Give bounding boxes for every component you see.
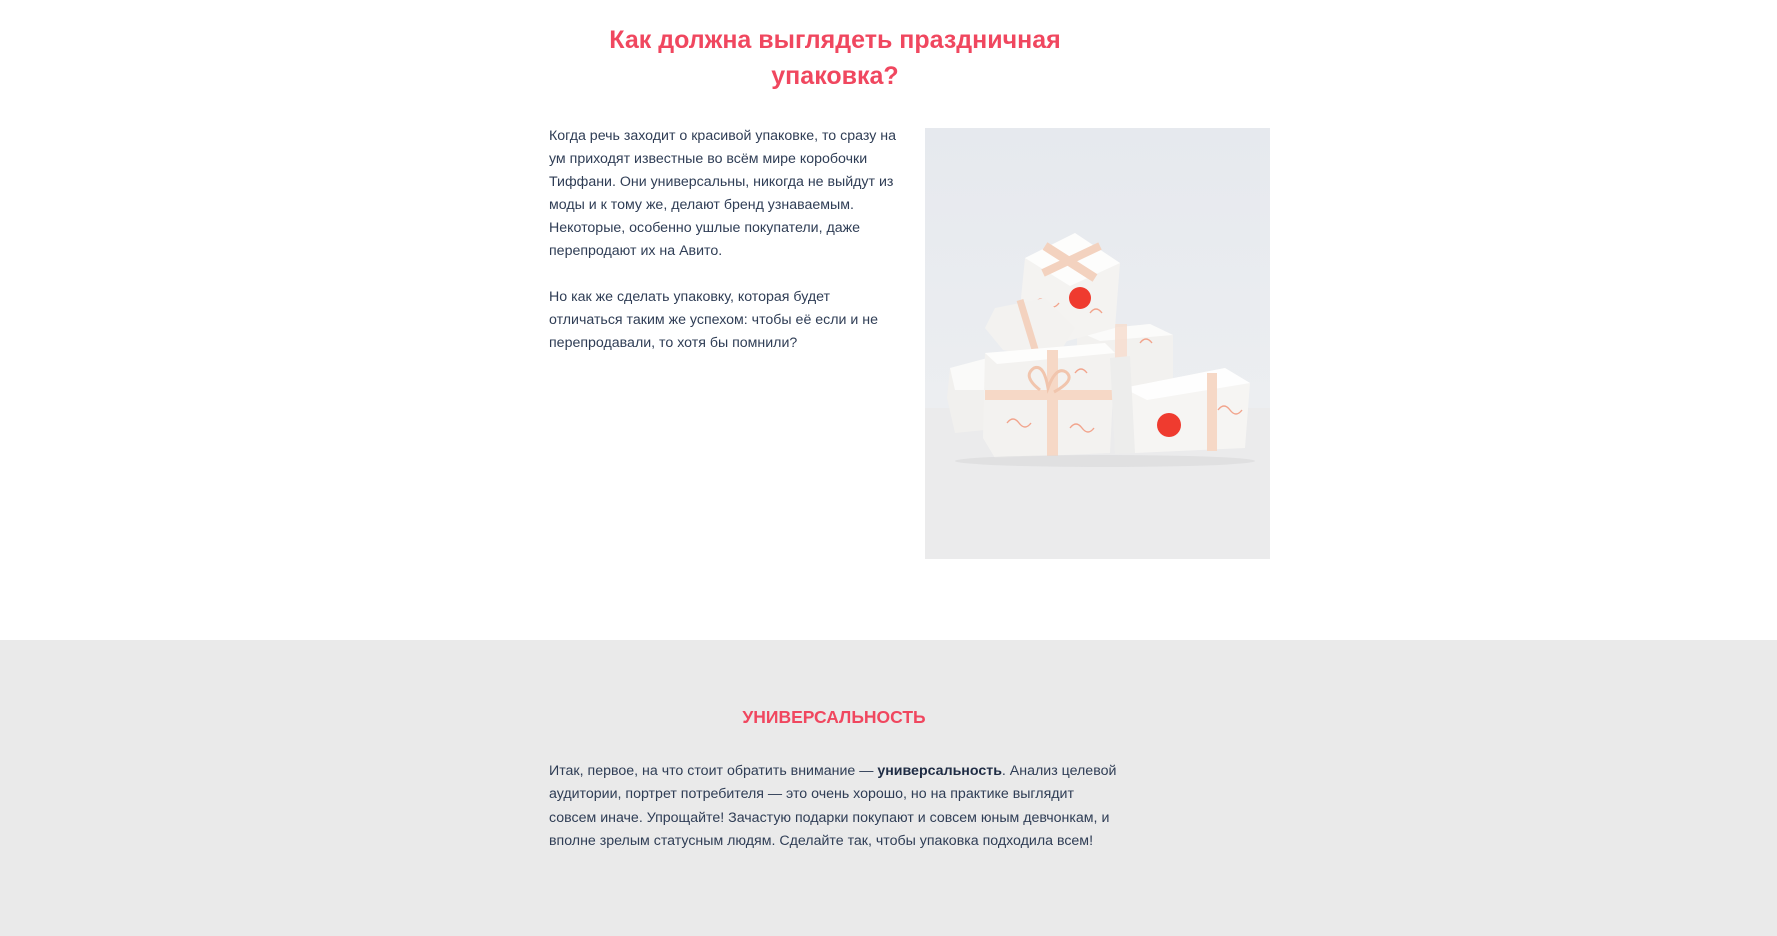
- universality-emphasis: универсальность: [877, 763, 1002, 779]
- universality-paragraph: [549, 760, 1124, 853]
- universality-text-end: . Анализ целевой аудитории, портрет потребителя — это очень хорошо, но на практике выглядит совсем иначе. Упрощайте! Зачастую подарки покупают и совсем юным девчонкам, и вполне зрелым статусным людям. Сделайте так, чтобы упаковка подходила всем!: [549, 763, 1117, 849]
- universality-section: [0, 640, 1777, 936]
- intro-paragraph-1: Когда речь заходит о красивой упаковке, то сразу на ум приходят известные во всём мире коробочки Тиффани. Они универсальны, никогда не выйдут из моды и к тому же, делают бренд узнаваемым. Некоторые, особенно ушлые покупатели, даже перепродают их на Авито.: [549, 128, 896, 259]
- gift-boxes-photo: [925, 128, 1270, 559]
- article-heading: Как должна выглядеть праздничная упаковка?: [609, 26, 1061, 90]
- universality-heading: УНИВЕРСАЛЬНОСТЬ: [742, 707, 926, 727]
- universality-text-start: Итак, первое, на что стоит обратить внимание —: [549, 763, 878, 779]
- intro-text-column: [549, 125, 899, 378]
- intro-paragraph-2: Но как же сделать упаковку, которая будет отличаться таким же успехом: чтобы её если и не перепродавали, то хотя бы помнили?: [549, 289, 879, 351]
